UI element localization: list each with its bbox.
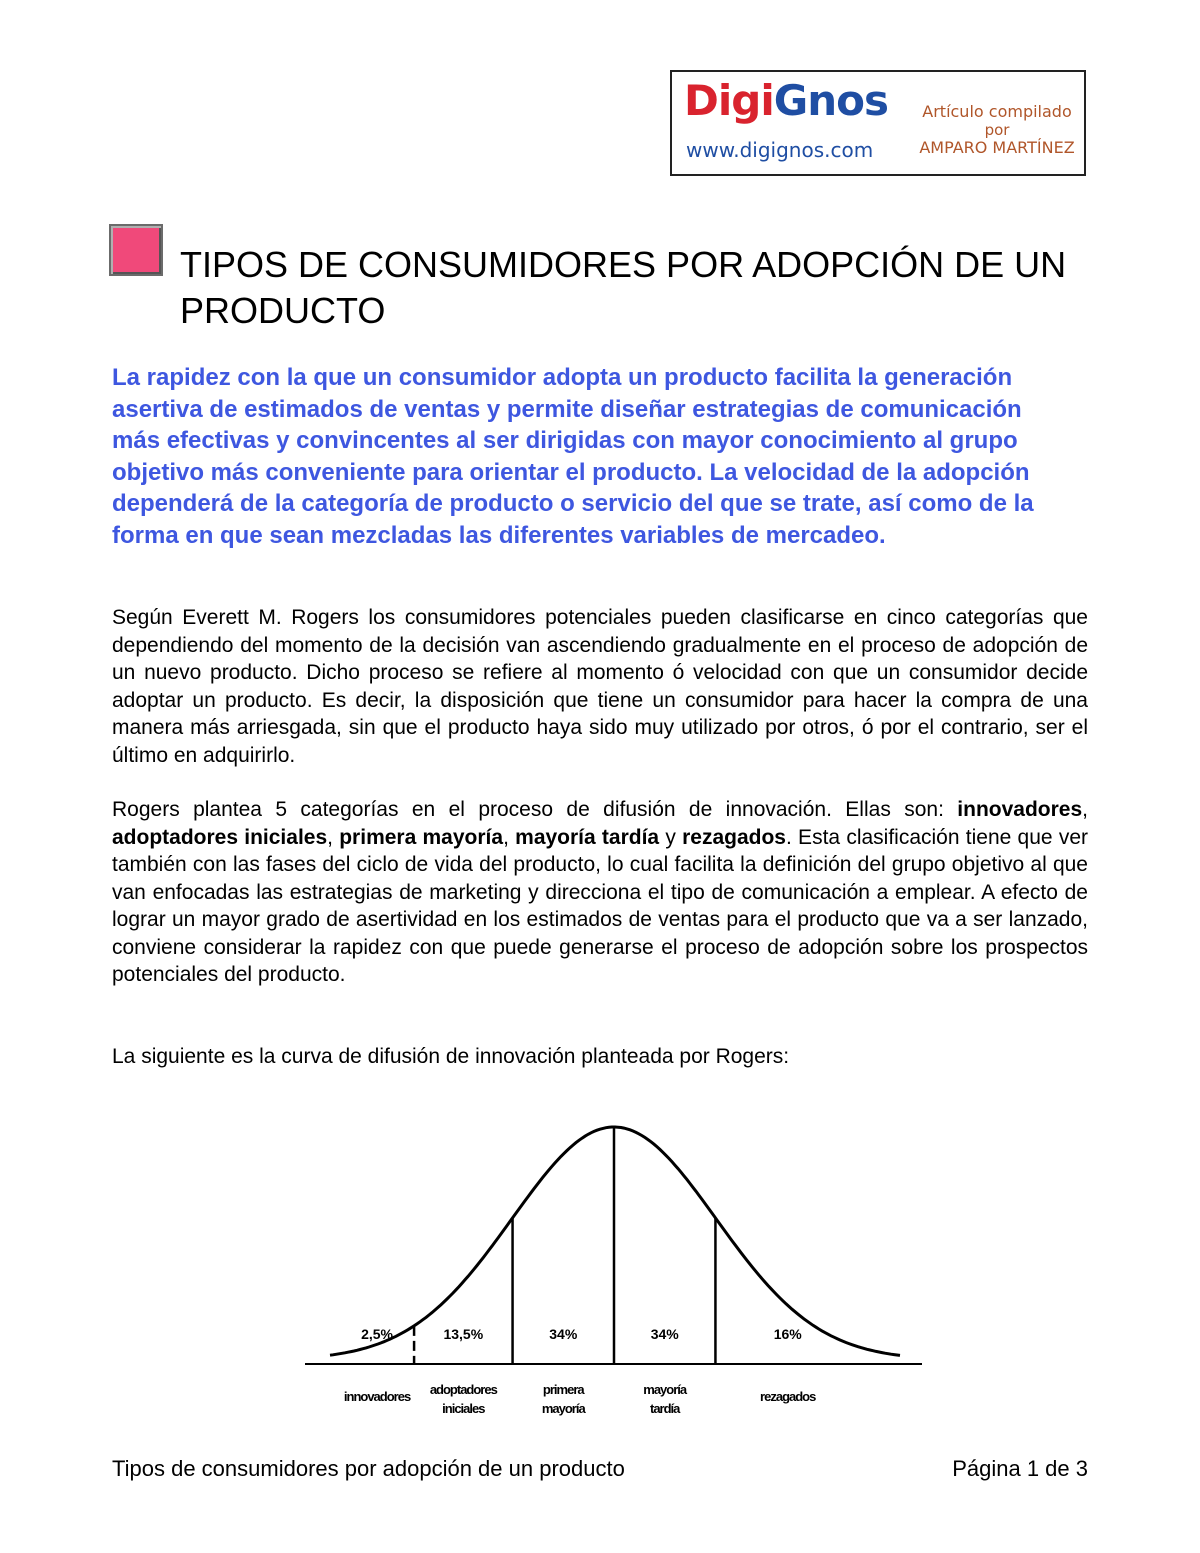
logo-credit-line1: Artículo compilado (922, 102, 1072, 121)
p2-sep1: , (1082, 798, 1088, 821)
segment-category-label-line2: tardía (650, 1401, 680, 1416)
logo-brand (684, 76, 888, 125)
segment-category-label: primera (542, 1382, 584, 1397)
category-rezagados: rezagados (682, 825, 786, 849)
logo-brand-digi: Digi (684, 76, 774, 125)
p2-sep4: y (659, 825, 683, 849)
segment-category-label-line2: iniciales (442, 1401, 485, 1416)
category-mayoria-tardia: mayoría tardía (515, 825, 660, 849)
p2-sep3: , (503, 825, 516, 849)
p2-rest: . Esta clasificación tiene que ver también con las fases del ciclo de vida del producto, lo cual facilita la definición del grupo objetivo al que van enfocadas las estrategias de marketing y direcciona el tipo de comunicación a emplear. A efecto de lograr un mayor grado de asertividad en los estimados de ventas para el producto que va a ser lanzado, conviene considerar la rapidez con que puede generarse el proceso de adopción sobre los prospectos potenciales del producto. (112, 825, 1088, 986)
category-primera-mayoria: primera mayoría (339, 825, 504, 849)
segment-category-label: rezagados (760, 1389, 816, 1404)
diffusion-curve-chart (300, 1115, 930, 1425)
segment-category-label: mayoría (643, 1382, 687, 1397)
logo-credit-line2: por (984, 121, 1010, 139)
intro-paragraph: La rapidez con la que un consumidor adopta un producto facilita la generación asertiva de estimados de ventas y permite diseñar estrategias de comunicación más efectivas y convincentes al ser dirigidas con mayor conocimiento al grupo objetivo más conveniente para orientar el producto. La velocidad de la adopción dependerá de la categoría de producto o servicio del que se trate, así como de la forma en que sean mezcladas las diferentes variables de mercadeo. (112, 364, 1034, 549)
segment-percent-label: 34% (650, 1326, 679, 1342)
segment-category-label: innovadores (343, 1389, 411, 1404)
title-bullet-icon (109, 224, 163, 276)
segment-percent-label: 2,5% (361, 1326, 394, 1342)
p2-sep2: , (327, 825, 340, 849)
body-paragraph-2 (112, 796, 1088, 989)
logo-url: www.digignos.com (686, 138, 874, 162)
footer-title: Tipos de consumidores por adopción de un producto (112, 1456, 625, 1481)
segment-percent-label: 16% (773, 1326, 802, 1342)
logo-credit (912, 102, 1082, 158)
segment-percent-label: 34% (549, 1326, 578, 1342)
segment-category-label-line2: mayoría (541, 1401, 585, 1416)
segment-category-label: adoptadores (429, 1382, 497, 1397)
page-title: TIPOS DE CONSUMIDORES POR ADOPCIÓN DE UN PRODUCTO (180, 244, 1067, 331)
p2-lead: Rogers plantea 5 categorías en el proceso de difusión de innovación. Ellas son: (112, 798, 958, 821)
segment-percent-label: 13,5% (443, 1326, 484, 1342)
logo (670, 70, 1086, 176)
body-paragraph-3: La siguiente es la curva de difusión de innovación planteada por Rogers: (112, 1045, 790, 1068)
logo-credit-line3: AMPARO MARTÍNEZ (919, 138, 1075, 157)
footer-page-number: Página 1 de 3 (952, 1456, 1088, 1481)
logo-brand-gnos: Gnos (773, 76, 888, 125)
category-adoptadores: adoptadores iniciales (112, 825, 328, 849)
body-paragraph-1: Según Everett M. Rogers los consumidores potenciales pueden clasificarse en cinco categorías que dependiendo del momento de la decisión van ascendiendo gradualmente en el proceso de adopción de un nuevo producto. Dicho proceso se refiere al momento ó velocidad con que un consumidor decide adoptar un producto. Es decir, la disposición que tiene un consumidor para hacer la compra de una manera más arriesgada, sin que el producto haya sido muy utilizado por otros, ó por el contrario, ser el último en adquirirlo. (112, 606, 1088, 767)
category-innovadores: innovadores (957, 798, 1083, 821)
